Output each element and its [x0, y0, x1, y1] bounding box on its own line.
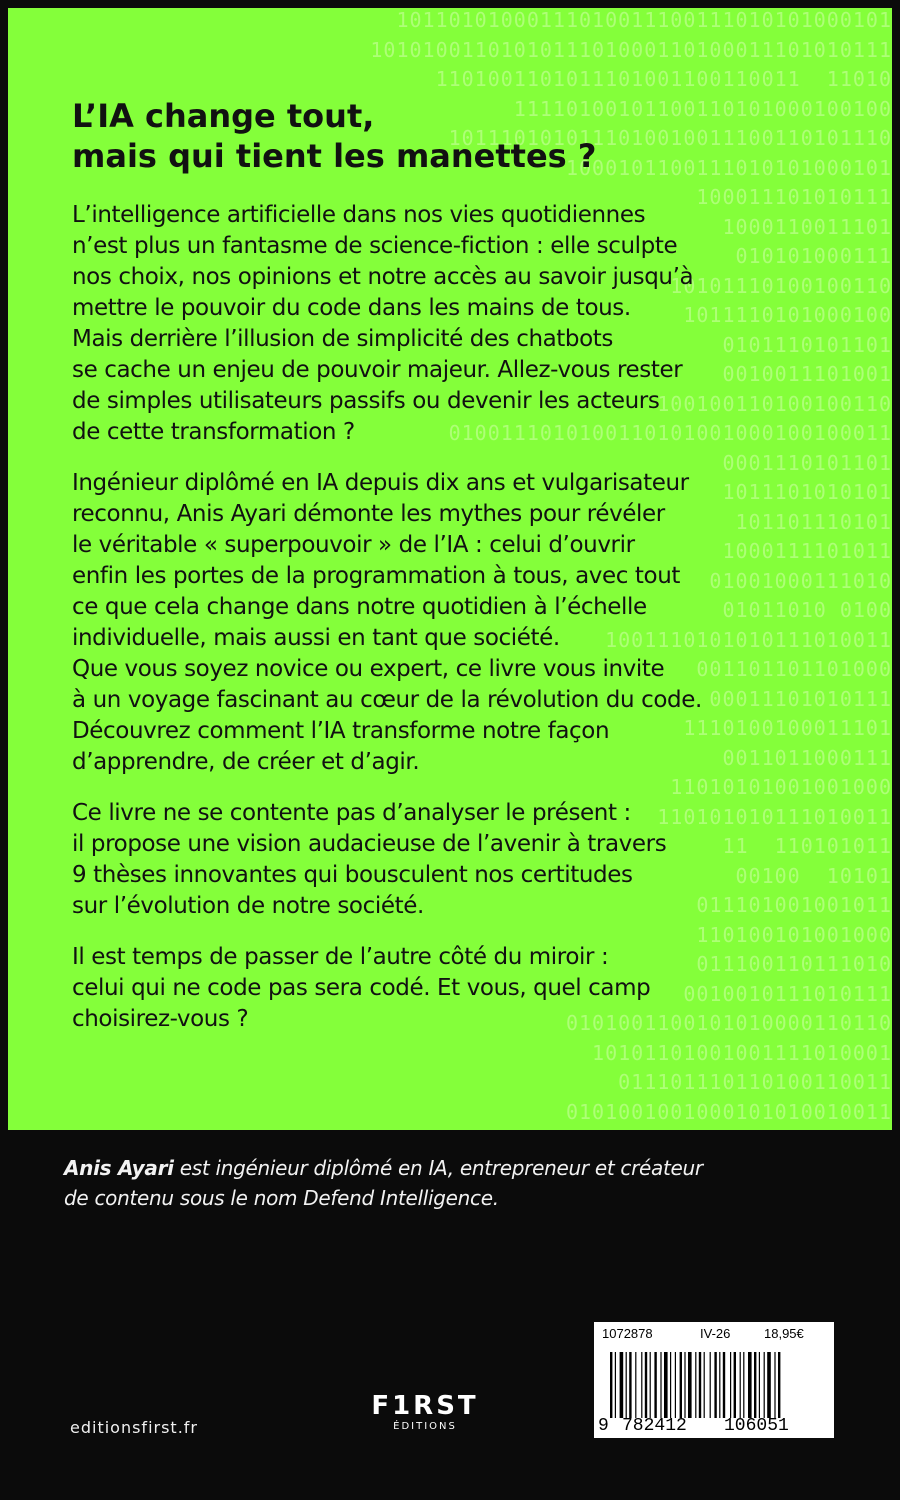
binary-row: 0001110101101 [722, 450, 892, 475]
binary-row: 0101110101101 [722, 332, 892, 357]
author-name: Anis Ayari [64, 1156, 174, 1180]
blurb-paragraph [72, 468, 792, 778]
blurb-line: ce que cela change dans notre quotidien à l’échelle [72, 594, 647, 620]
publisher-logo-name: F1RST [371, 1391, 479, 1421]
author-bio-line [64, 1153, 824, 1183]
binary-row: 1000111101011 [722, 539, 892, 563]
binary-row: 100011101010111 [696, 185, 892, 209]
binary-row: 00011101010111 [709, 686, 892, 711]
blurb-line: mettre le pouvoir du code dans les mains de tous. [72, 295, 631, 321]
blurb-line: enfin les portes de la programmation à tous, avec tout [72, 563, 681, 589]
barcode-icon [610, 1352, 824, 1418]
binary-row: 10110101000111010011100111010101000101 [396, 8, 892, 32]
binary-row: 0100111010100110101001000100100011 [448, 421, 892, 445]
blurb-line: le véritable « superpouvoir » de l’IA : celui d’ouvrir [72, 532, 635, 558]
blurb-line: sur l’évolution de notre société. [72, 893, 424, 919]
category-code: IV-26 [700, 1326, 731, 1341]
binary-row: 010101000111 [735, 244, 892, 268]
publisher-logo [370, 1392, 480, 1434]
blurb-line: se cache un enjeu de pouvoir majeur. Allez-vous rester [72, 357, 683, 383]
blurb-line: nos choix, nos opinions et notre accès au savoir jusqu’à [72, 264, 694, 290]
blurb-line: Ingénieur diplômé en IA depuis dix ans et vulgarisateur [72, 470, 689, 496]
blurb-line: Que vous soyez novice ou expert, ce livre vous invite [72, 656, 665, 682]
blurb [72, 96, 792, 1055]
binary-row: 00100 10101 [735, 863, 892, 888]
binary-row: 0011011000111 [722, 745, 892, 770]
blurb-line: il propose une vision audacieuse de l’avenir à travers [72, 831, 667, 857]
binary-row: 001101101101000 [696, 657, 892, 681]
binary-row: 1110100100011101 [683, 716, 892, 740]
author-bio [64, 1153, 824, 1213]
binary-row: 1001110101010111010011 [605, 627, 892, 652]
blurb-line: 9 thèses innovantes qui bousculent nos certitudes [72, 862, 633, 888]
binary-row: 0101001100101010000110110 [565, 1011, 892, 1035]
publisher-logo-sub: ÉDITIONS [393, 1421, 457, 1432]
blurb-line: Ce livre ne se contente pas d’analyser le présent : [72, 800, 631, 826]
headline-line: L’IA change tout, [72, 97, 375, 135]
binary-row: 11110100101100110101000100100 [513, 96, 892, 121]
author-bio-text: est ingénieur diplômé en IA, entrepreneur et créateur [173, 1156, 703, 1180]
blurb-line: choisirez-vous ? [72, 1006, 249, 1032]
binary-row: 1000101100111010101000101 [565, 155, 892, 180]
isbn-digit-group: 782412 [622, 1416, 687, 1436]
blurb-line: celui qui ne code pas sera codé. Et vous, quel camp [72, 975, 651, 1001]
binary-row: 01001000111010 [709, 568, 892, 593]
binary-row: 110101010111010011 [657, 804, 892, 829]
binary-row: 011100110111010 [696, 952, 892, 976]
binary-row: 11 110101011 [722, 834, 892, 858]
publisher-website: editionsfirst.fr [70, 1418, 198, 1437]
binary-row: 1010100110101011101000110100011101010111 [370, 37, 892, 62]
binary-row: 1011110101000100 [683, 303, 892, 327]
blurb-line: reconnu, Anis Ayari démonte les mythes pour révéler [72, 501, 665, 527]
binary-row: 01011010 0100 [722, 598, 892, 622]
binary-row: 1101001101011101001100110011 11010 [435, 67, 892, 91]
binary-row: 10101101001001111010001 [592, 1040, 892, 1065]
binary-row: 0010010111010111 [683, 981, 892, 1006]
barcode-label [594, 1322, 834, 1438]
product-code: 1072878 [602, 1326, 653, 1341]
blurb-line: L’intelligence artificielle dans nos vies quotidiennes [72, 202, 646, 228]
binary-row: 10101110100100110 [670, 273, 892, 298]
isbn-digit-group: 9 [598, 1416, 609, 1436]
price: 18,95€ [764, 1326, 804, 1341]
barcode-info [594, 1326, 834, 1344]
binary-row: 011101110110100110011 [618, 1070, 892, 1094]
headline-line: mais qui tient les manettes ? [72, 137, 597, 175]
green-text-panel [8, 8, 892, 1130]
blurb-line: Il est temps de passer de l’autre côté du miroir : [72, 944, 609, 970]
binary-row: 0101001001000101010010011 [565, 1099, 892, 1124]
binary-row: 011101001001011 [696, 893, 892, 917]
binary-row: 110100101001000 [696, 922, 892, 947]
blurb-line: d’apprendre, de créer et d’agir. [72, 749, 420, 775]
blurb-line: n’est plus un fantasme de science-fiction : elle sculpte [72, 233, 678, 259]
binary-row: 0010011101001 [722, 362, 892, 386]
binary-row: 1011101010111010010011100110101110 [448, 126, 892, 150]
blurb-paragraph [72, 200, 792, 448]
binary-row: 101101110101 [735, 509, 892, 534]
binary-row: 1011101010101 [722, 480, 892, 504]
blurb-line: de simples utilisateurs passifs ou devenir les acteurs [72, 388, 660, 414]
blurb-line: de cette transformation ? [72, 419, 355, 445]
binary-row: 11010101001001000 [670, 775, 892, 799]
blurb-paragraph [72, 798, 792, 922]
binary-row: 1000110011101 [722, 214, 892, 239]
isbn-digit-group: 106051 [724, 1416, 789, 1436]
headline [72, 96, 792, 176]
binary-row: 100100110100100110 [657, 391, 892, 416]
blurb-line: individuelle, mais aussi en tant que société. [72, 625, 560, 651]
blurb-line: à un voyage fascinant au cœur de la révolution du code. [72, 687, 702, 713]
blurb-line: Découvrez comment l’IA transforme notre façon [72, 718, 610, 744]
blurb-paragraph [72, 942, 792, 1035]
blurb-paragraphs [72, 200, 792, 1035]
blurb-line: Mais derrière l’illusion de simplicité des chatbots [72, 326, 614, 352]
author-bio-line: de contenu sous le nom Defend Intelligence. [64, 1186, 499, 1210]
isbn-number [594, 1416, 834, 1436]
